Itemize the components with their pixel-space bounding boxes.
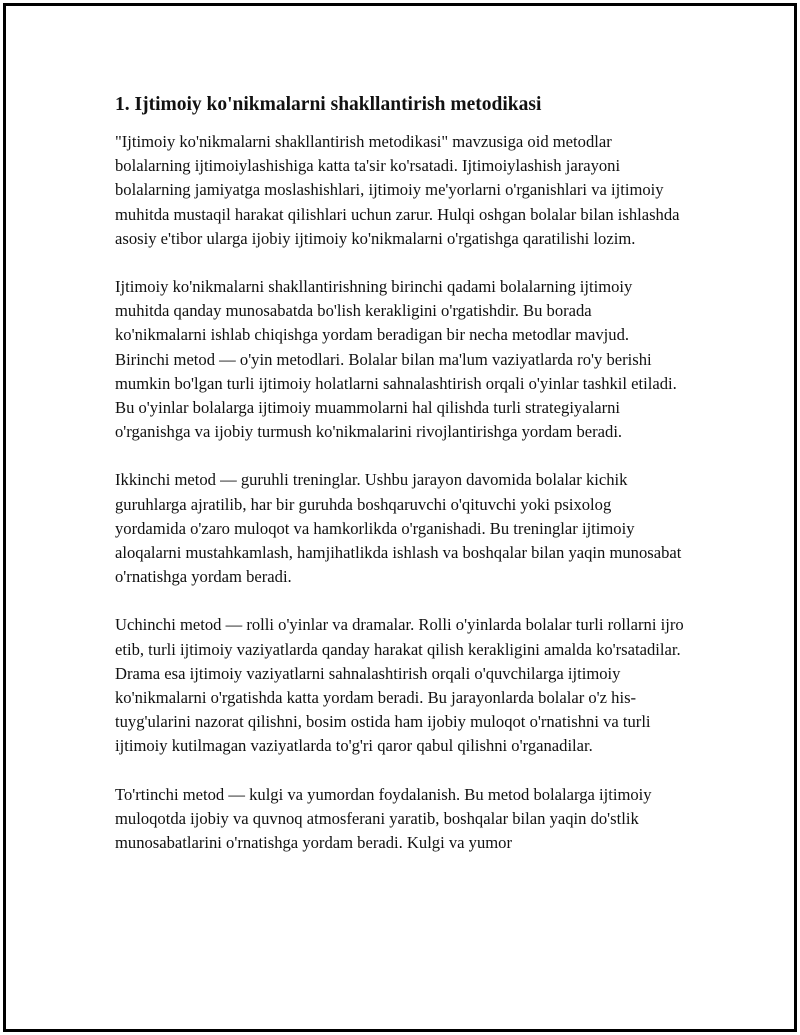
paragraph-fourth-method: To'rtinchi metod — kulgi va yumordan foydalanish. Bu metod bolalarga ijtimoiy muloqotda ijobiy va quvnoq atmosferani yaratib, boshqalar bilan yaqin do'stlik munosabatlarini o'rnatishga yordam beradi. Kulgi va yumor xyxy=(115,784,652,853)
paragraph-first-method: Ijtimoiy ko'nikmalarni shakllantirishning birinchi qadami bolalarning ijtimoiy muhitda qanday munosabatda bo'lish kerakligini o'rgatishdir. Bu borada ko'nikmalarni ishlab chiqishga yordam beradigan bir necha metodlar mavjud. Birinchi metod — o'yin metodlari. Bolalar bilan ma'lum vaziyatlarda ro'y berishi mumkin bo'lgan turli ijtimoiy holatlarni sahnalashtirish orqali o'yinlar tashkil etiladi. Bu o'yinlar bolalarga ijtimoiy muammolarni hal qilishda turli strategiyalarni o'rganishga va ijobiy turmush ko'nikmalarini rivojlantirishga yordam beradi. xyxy=(115,277,677,442)
paragraph-third-method: Uchinchi metod — rolli o'yinlar va dramalar. Rolli o'yinlarda bolalar turli rollarni ijro etib, turli ijtimoiy vaziyatlarda qanday harakat qilish kerakligini amalda ko'rsatadilar. Drama esa ijtimoiy vaziyatlarni sahnalashtirish orqali o'quvchilarga ijtimoiy ko'nikmalarni o'rgatishda katta yordam beradi. Bu jarayonlarda bolalar o'z his-tuyg'ularini nazorat qilishni, bosim ostida ham ijobiy muloqot o'rnatishni va turli ijtimoiy kutilmagan vaziyatlarda to'g'ri qaror qabul qilishni o'rganadilar. xyxy=(115,615,684,756)
paragraph-intro: "Ijtimoiy ko'nikmalarni shakllantirish metodikasi" mavzusiga oid metodlar bolalarning ijtimoiylashishiga katta ta'sir ko'rsatadi. Ijtimoiylashish jarayoni bolalarning jamiyatga moslashishlari, ijtimoiy me'yorlarni o'rganishlari va ijtimoiy muhitda mustaqil harakat qilishlari uchun zarur. Hulqi oshgan bolalar bilan ishlashda asosiy e'tibor ularga ijobiy ijtimoiy ko'nikmalarni o'rgatishga qaratilishi lozim. xyxy=(115,132,680,248)
document-body xyxy=(115,90,685,879)
paragraph-second-method: Ikkinchi metod — guruhli treninglar. Ushbu jarayon davomida bolalar kichik guruhlarga ajratilib, har bir guruhda boshqaruvchi o'qituvchi yoki psixolog yordamida o'zaro muloqot va hamkorlikda o'rganishadi. Bu treninglar ijtimoiy aloqalarni mustahkamlash, hamjihatlikda ishlash va boshqalar bilan yaqin munosabat o'rnatishga yordam beradi. xyxy=(115,470,682,587)
section-heading: 1. Ijtimoiy ko'nikmalarni shakllantirish metodikasi xyxy=(115,94,542,115)
